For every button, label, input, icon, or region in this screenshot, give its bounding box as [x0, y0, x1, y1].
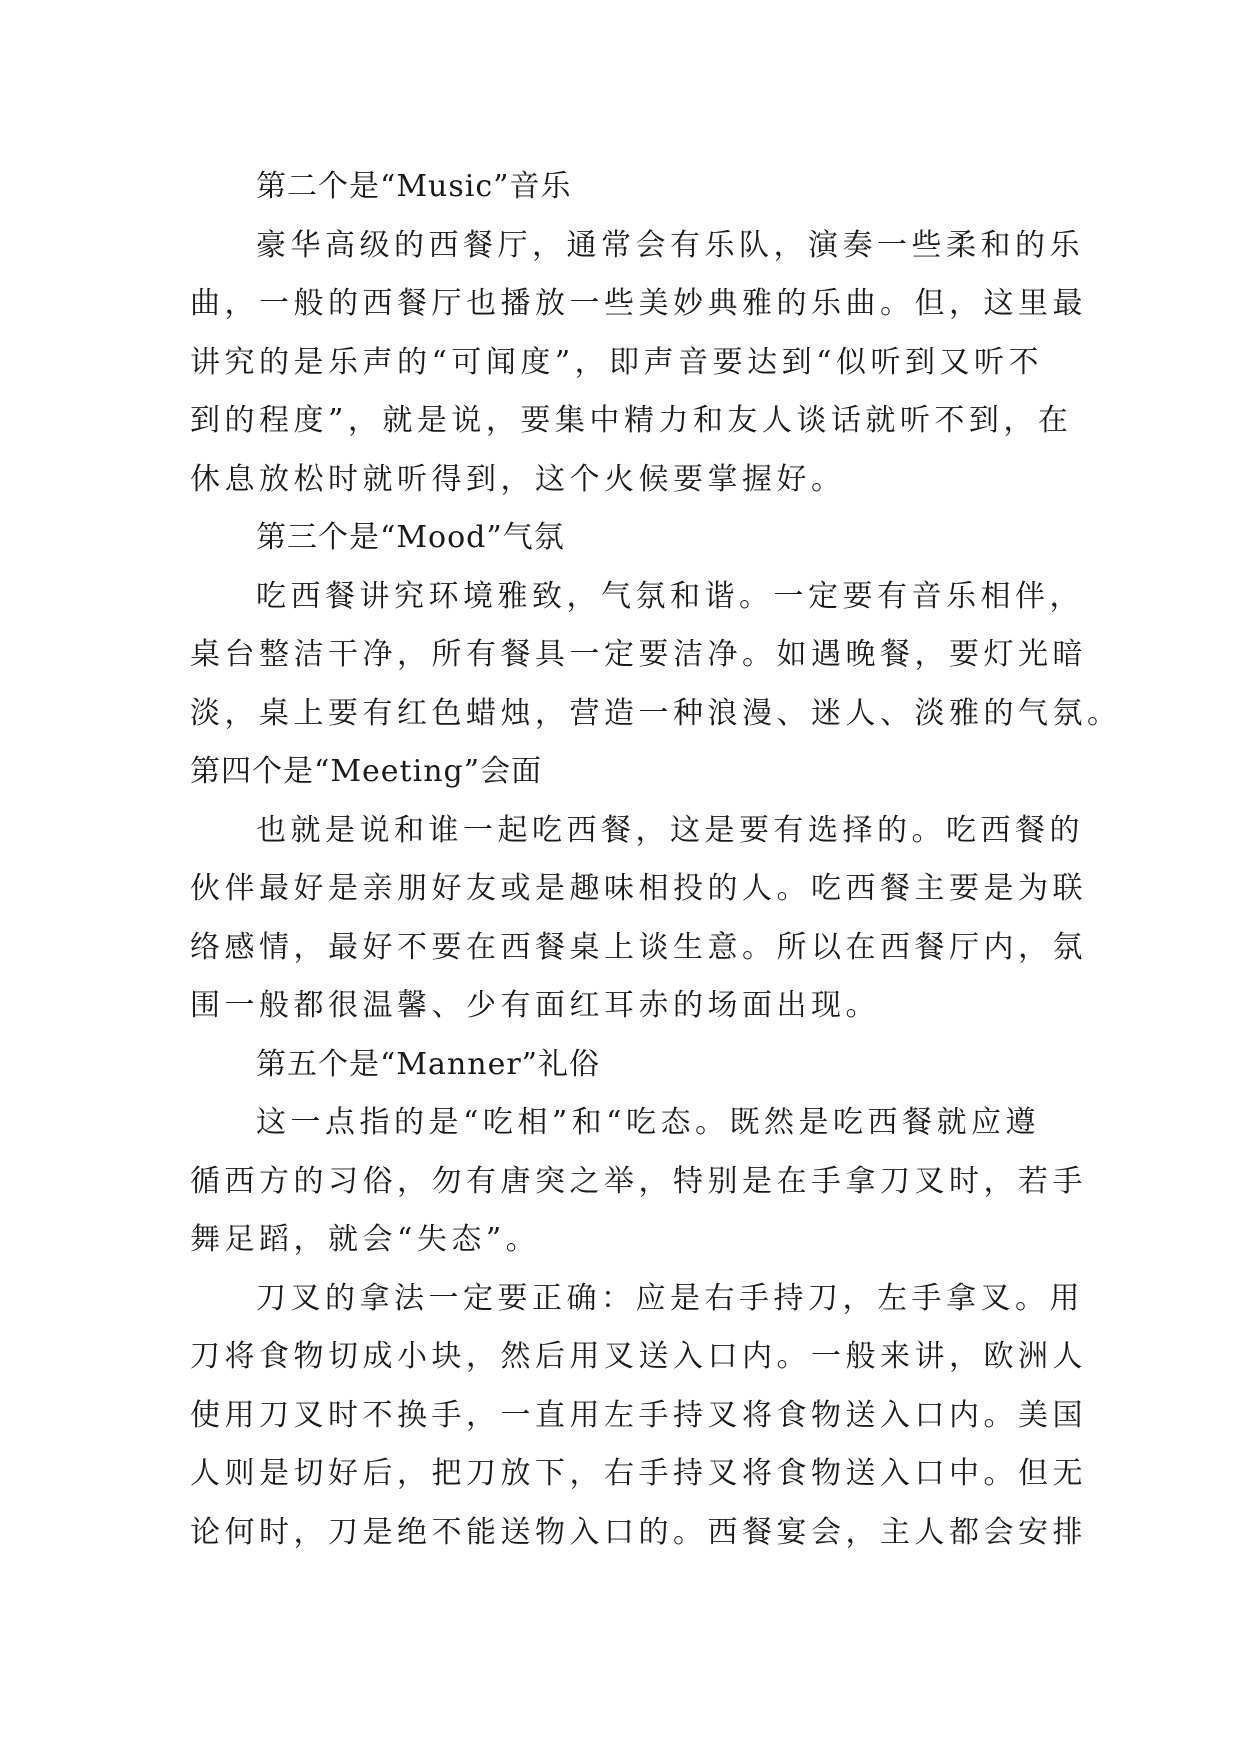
paragraph-line: 络感情，最好不要在西餐桌上谈生意。所以在西餐厅内，氛	[190, 929, 1087, 965]
paragraph-line: 淡，桌上要有红色蜡烛，营造一种浪漫、迷人、淡雅的气氛。	[190, 695, 1122, 731]
paragraph-line: 吃西餐讲究环境雅致，气氛和谐。一定要有音乐相伴，	[256, 578, 1084, 614]
paragraph-line: 舞足蹈，就会“失态”。	[190, 1222, 541, 1257]
section-heading-mood: 第三个是“Mood”气氛	[256, 520, 565, 555]
paragraph-line: 休息放松时就听得到，这个火候要掌握好。	[190, 461, 846, 497]
paragraph-line: 刀将食物切成小块，然后用叉送入口内。一般来讲，欧洲人	[190, 1339, 1087, 1374]
paragraph-line: 刀叉的拿法一定要正确：应是右手持刀，左手拿叉。用	[256, 1280, 1084, 1316]
section-heading-meeting: 第四个是“Meeting”会面	[190, 754, 543, 789]
paragraph-line: 到的程度”，就是说，要集中精力和友人谈话就听不到，在	[190, 403, 1073, 438]
paragraph-line: 讲究的是乐声的“可闻度”，即声音要达到“似听到又听不	[190, 344, 1044, 380]
paragraph-line: 围一般都很温馨、少有面红耳赤的场面出现。	[190, 988, 880, 1023]
section-heading-music: 第二个是“Music”音乐	[256, 169, 572, 204]
paragraph-line: 论何时，刀是绝不能送物入口的。西餐宴会，主人都会安排	[190, 1514, 1087, 1550]
document-body	[190, 158, 1122, 1562]
paragraph-line: 也就是说和谁一起吃西餐，这是要有选择的。吃西餐的	[256, 812, 1084, 848]
paragraph-line: 桌台整洁干净，所有餐具一定要洁净。如遇晚餐，要灯光暗	[190, 637, 1087, 672]
paragraph-line: 豪华高级的西餐厅，通常会有乐队，演奏一些柔和的乐	[256, 227, 1084, 263]
section-heading-manner: 第五个是“Manner”礼俗	[256, 1046, 601, 1082]
paragraph-line: 伙伴最好是亲朋好友或是趣味相投的人。吃西餐主要是为联	[190, 871, 1087, 906]
paragraph-line: 人则是切好后，把刀放下，右手持叉将食物送入口中。但无	[190, 1456, 1087, 1491]
paragraph-line: 这一点指的是“吃相”和“吃态。既然是吃西餐就应遵	[256, 1105, 1041, 1140]
paragraph-line: 曲，一般的西餐厅也播放一些美妙典雅的乐曲。但，这里最	[190, 286, 1087, 321]
paragraph-line: 循西方的习俗，勿有唐突之举，特别是在手拿刀叉时，若手	[190, 1163, 1087, 1199]
paragraph-line: 使用刀叉时不换手，一直用左手持叉将食物送入口内。美国	[190, 1397, 1087, 1433]
